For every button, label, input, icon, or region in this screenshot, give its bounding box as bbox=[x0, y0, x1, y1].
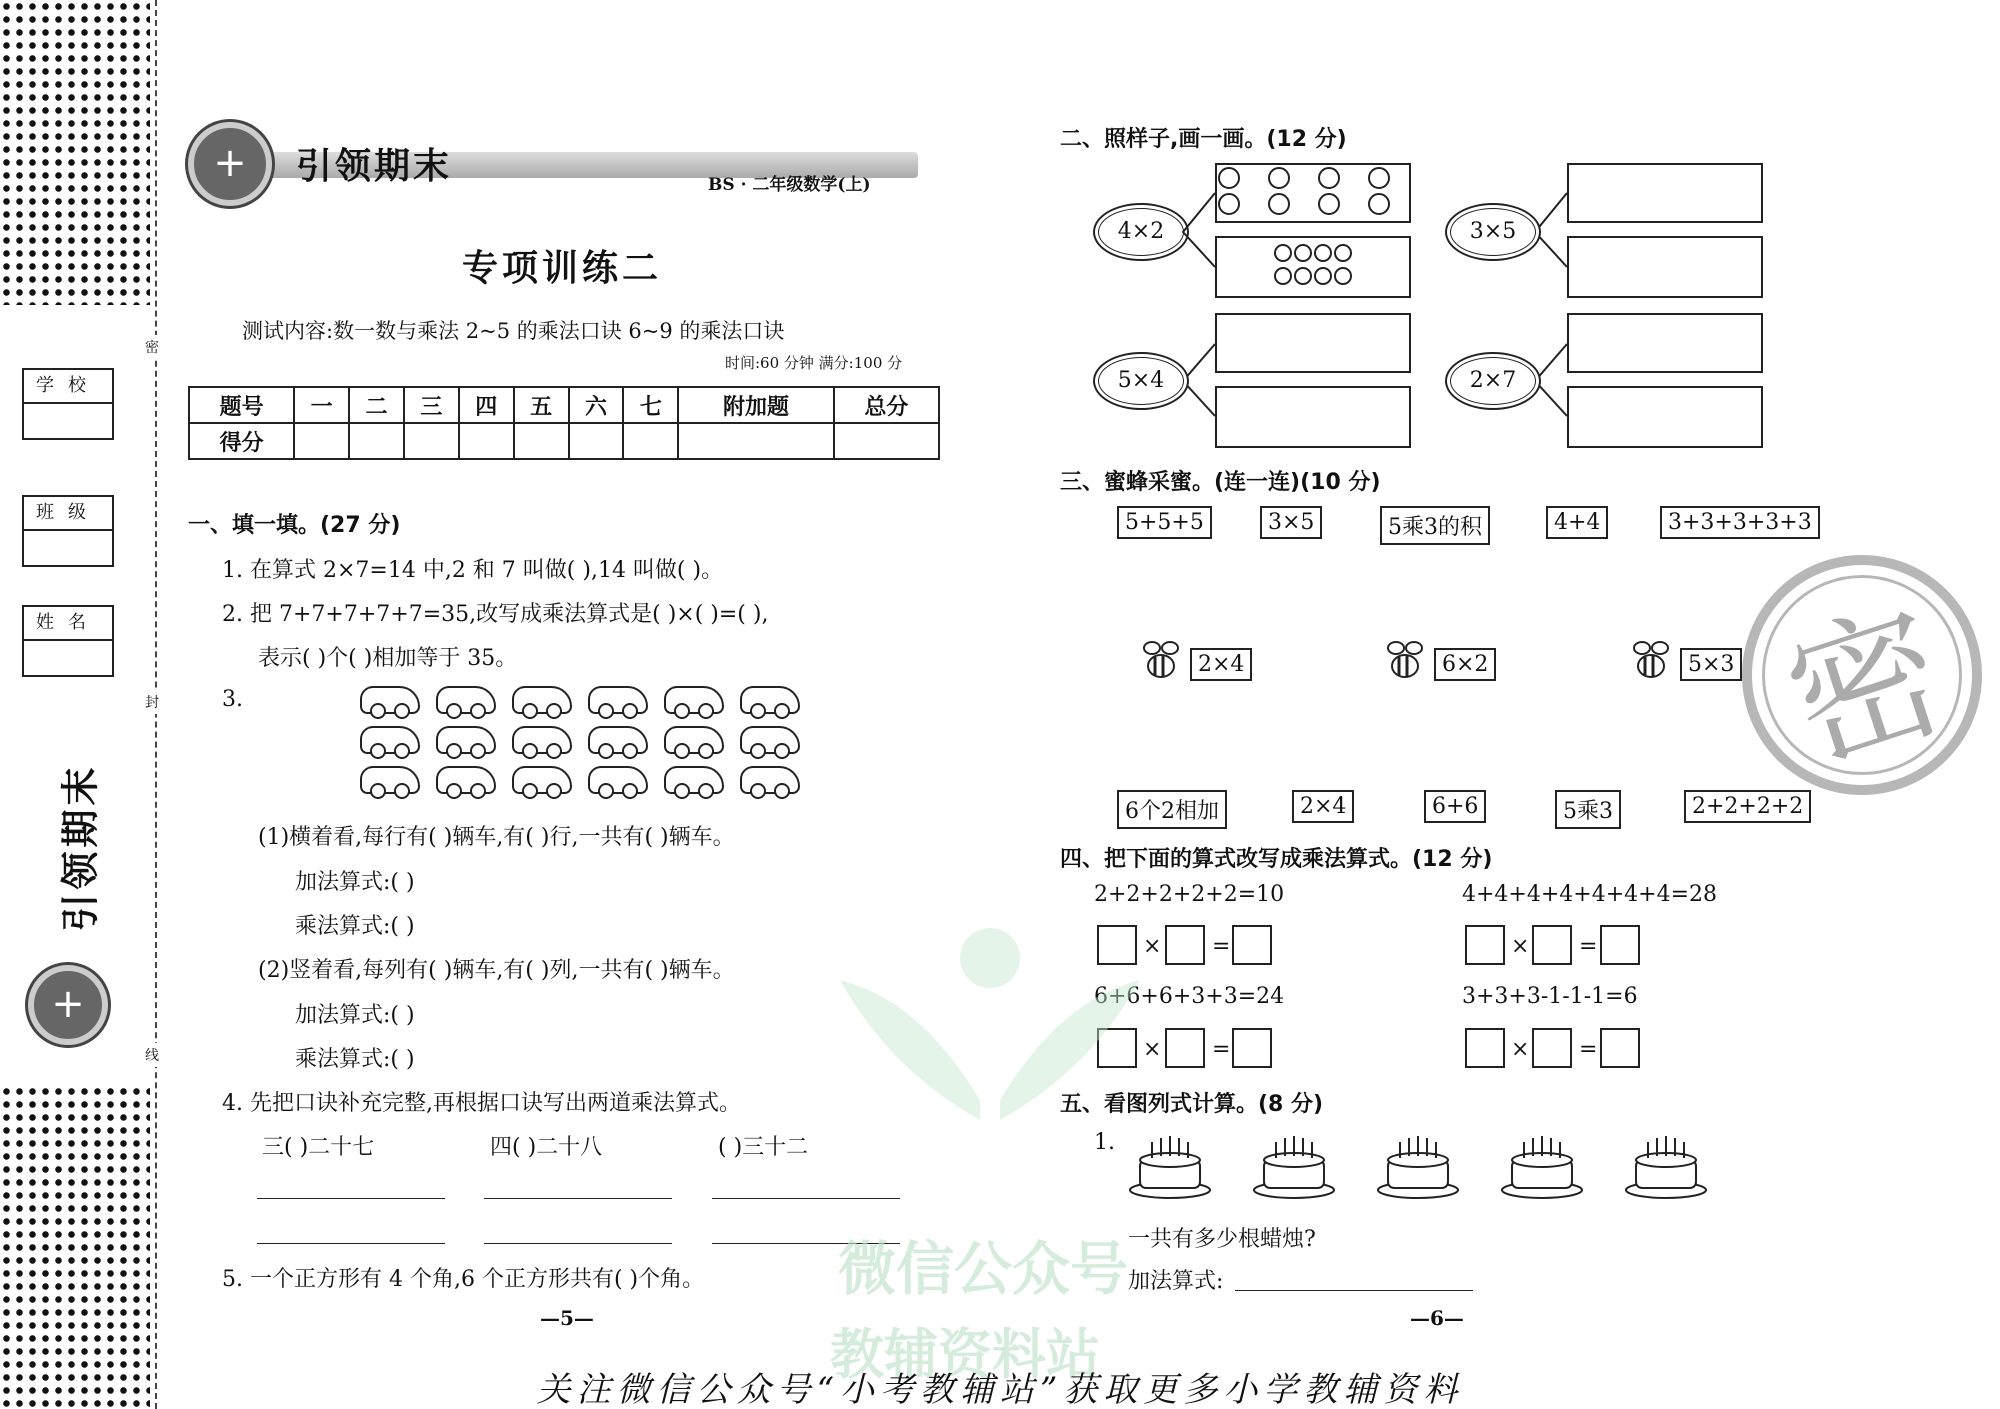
score-header-cell: 六 bbox=[569, 387, 624, 423]
bee-box[interactable]: 5×3 bbox=[1680, 648, 1742, 681]
answer-box[interactable] bbox=[1465, 1028, 1505, 1068]
name-label: 姓名 bbox=[24, 607, 112, 641]
question-3: 3. bbox=[222, 687, 243, 712]
question-3-1-addition: 加法算式:( ) bbox=[295, 870, 415, 895]
car-icon bbox=[512, 766, 572, 794]
drawing-box[interactable] bbox=[1215, 386, 1411, 448]
drawing-box[interactable] bbox=[1215, 313, 1411, 373]
score-header-cell: 一 bbox=[294, 387, 349, 423]
car-icon bbox=[588, 726, 648, 754]
car-icon bbox=[512, 686, 572, 714]
score-header-cell: 附加题 bbox=[678, 387, 833, 423]
question-3-1-multiplication: 乘法算式:( ) bbox=[295, 914, 415, 939]
page-number-left: —5— bbox=[540, 1306, 594, 1330]
flower-2x7: 2×7 bbox=[1445, 352, 1541, 410]
question-1: 1. 在算式 2×7=14 中,2 和 7 叫做( ),14 叫做( )。 bbox=[222, 558, 724, 583]
equation-2: 4+4+4+4+4+4+4=28 bbox=[1462, 882, 1718, 907]
answer-box[interactable] bbox=[1600, 925, 1640, 965]
flower-box[interactable]: 5乘3 bbox=[1555, 790, 1621, 829]
question-4: 4. 先把口诀补充完整,再根据口诀写出两道乘法算式。 bbox=[222, 1091, 741, 1116]
bee-box[interactable]: 2×4 bbox=[1190, 648, 1252, 681]
watermark-line-1: 微信公众号 bbox=[838, 1235, 1129, 1303]
cake-icon bbox=[1624, 1130, 1708, 1200]
bee-icon bbox=[1382, 638, 1428, 684]
question-3-2-multiplication: 乘法算式:( ) bbox=[295, 1047, 415, 1072]
question-5-prompt: 一共有多少根蜡烛? bbox=[1128, 1227, 1316, 1252]
car-icon bbox=[740, 686, 800, 714]
section-2-heading: 二、照样子,画一画。(12 分) bbox=[1060, 127, 1347, 152]
name-field[interactable] bbox=[22, 605, 114, 677]
times-sign: × bbox=[1511, 1037, 1530, 1062]
cars-grid bbox=[360, 686, 810, 806]
question-3-1: (1)横着看,每行有( )辆车,有( )行,一共有( )辆车。 bbox=[258, 825, 735, 850]
times-sign: × bbox=[1143, 934, 1162, 959]
flower-box[interactable]: 3+3+3+3+3 bbox=[1660, 506, 1820, 539]
question-4-item-1: 三( )二十七 bbox=[262, 1135, 375, 1160]
answer-line[interactable] bbox=[712, 1198, 900, 1199]
car-icon bbox=[664, 686, 724, 714]
question-3-2-addition: 加法算式:( ) bbox=[295, 1003, 415, 1028]
answer-line[interactable] bbox=[1235, 1290, 1473, 1291]
car-icon bbox=[740, 766, 800, 794]
sidebar-gear-icon bbox=[28, 965, 108, 1045]
flower-box[interactable]: 6+6 bbox=[1424, 790, 1486, 823]
flower-box[interactable]: 2+2+2+2 bbox=[1684, 790, 1811, 823]
car-icon bbox=[360, 766, 420, 794]
cake-icon bbox=[1500, 1130, 1584, 1200]
section-1-heading: 一、填一填。(27 分) bbox=[188, 513, 401, 538]
dot-pattern-bottom bbox=[0, 1085, 150, 1409]
flower-box[interactable]: 5乘3的积 bbox=[1380, 506, 1490, 545]
question-2b: 表示( )个( )相加等于 35。 bbox=[258, 646, 518, 671]
bee-icon bbox=[1628, 638, 1674, 684]
cake-icon bbox=[1252, 1130, 1336, 1200]
equals-sign: = bbox=[1579, 934, 1598, 959]
seal-char-feng: 封 bbox=[145, 690, 159, 714]
watermark-logo bbox=[830, 920, 1150, 1120]
sidebar-logo-text: 引领期末 bbox=[58, 763, 103, 932]
banner-logo-text: 引领期末 bbox=[296, 146, 453, 187]
score-row-label: 得分 bbox=[189, 423, 294, 459]
equation-1: 2+2+2+2+2=10 bbox=[1094, 882, 1285, 907]
flower-box[interactable]: 4+4 bbox=[1546, 506, 1608, 539]
answer-box[interactable] bbox=[1232, 925, 1272, 965]
flower-box[interactable]: 3×5 bbox=[1260, 506, 1322, 539]
class-field[interactable] bbox=[22, 495, 114, 567]
answer-box[interactable] bbox=[1165, 925, 1205, 965]
answer-line[interactable] bbox=[257, 1198, 445, 1199]
car-icon bbox=[436, 766, 496, 794]
drawing-box[interactable] bbox=[1567, 236, 1763, 298]
flower-box[interactable]: 2×4 bbox=[1292, 790, 1354, 823]
question-3-2: (2)竖着看,每列有( )辆车,有( )列,一共有( )辆车。 bbox=[258, 958, 735, 983]
cake-icon bbox=[1128, 1130, 1212, 1200]
car-icon bbox=[664, 766, 724, 794]
sidebar-logo bbox=[20, 740, 130, 940]
seal-stamp bbox=[1742, 555, 1982, 795]
score-header-cell: 总分 bbox=[834, 387, 939, 423]
answer-box[interactable] bbox=[1532, 925, 1572, 965]
car-icon bbox=[588, 766, 648, 794]
question-5-addition-label: 加法算式: bbox=[1128, 1269, 1224, 1294]
seal-char-mi: 密 bbox=[145, 335, 159, 359]
flower-5x4: 5×4 bbox=[1093, 352, 1189, 410]
series-label: BS · 二年级数学(上) bbox=[708, 175, 871, 195]
bee-box[interactable]: 6×2 bbox=[1434, 648, 1496, 681]
section-4-heading: 四、把下面的算式改写成乘法算式。(12 分) bbox=[1060, 847, 1493, 872]
drawing-box[interactable] bbox=[1567, 386, 1763, 448]
score-header-cell: 二 bbox=[349, 387, 404, 423]
flower-box[interactable]: 5+5+5 bbox=[1117, 506, 1212, 539]
question-4-item-3: ( )三十二 bbox=[718, 1135, 809, 1160]
score-header-cell: 五 bbox=[514, 387, 569, 423]
times-sign: × bbox=[1143, 1037, 1162, 1062]
test-content: 测试内容:数一数与乘法 2~5 的乘法口诀 6~9 的乘法口诀 bbox=[242, 319, 785, 343]
equation-4: 3+3+3-1-1-1=6 bbox=[1462, 984, 1638, 1009]
question-5: 5. 一个正方形有 4 个角,6 个正方形共有( )个角。 bbox=[222, 1267, 705, 1292]
score-header-cell: 题号 bbox=[189, 387, 294, 423]
answer-line[interactable] bbox=[257, 1243, 445, 1244]
question-2a: 2. 把 7+7+7+7+7=35,改写成乘法算式是( )×( )=( ), bbox=[222, 602, 769, 627]
cake-icon bbox=[1376, 1130, 1460, 1200]
car-icon bbox=[664, 726, 724, 754]
answer-box[interactable] bbox=[1465, 925, 1505, 965]
car-icon bbox=[360, 686, 420, 714]
bee-icon bbox=[1138, 638, 1184, 684]
equals-sign: = bbox=[1212, 1037, 1231, 1062]
car-icon bbox=[360, 726, 420, 754]
question-4-item-2: 四( )二十八 bbox=[490, 1135, 603, 1160]
drawing-box[interactable] bbox=[1567, 313, 1763, 373]
answer-box[interactable] bbox=[1600, 1028, 1640, 1068]
answer-box[interactable] bbox=[1165, 1028, 1205, 1068]
seal-stamp-char: 密 bbox=[1768, 582, 1965, 795]
page-number-right: —6— bbox=[1410, 1306, 1464, 1330]
car-icon bbox=[436, 686, 496, 714]
time-info: 时间:60 分钟 满分:100 分 bbox=[725, 354, 903, 372]
page-title: 专项训练二 bbox=[462, 247, 663, 289]
score-header-cell: 三 bbox=[404, 387, 459, 423]
seal-char-xian: 线 bbox=[145, 1043, 159, 1067]
times-sign: × bbox=[1511, 934, 1530, 959]
equation-3: 6+6+6+3+3=24 bbox=[1094, 984, 1285, 1009]
flower-3x5: 3×5 bbox=[1445, 203, 1541, 261]
car-icon bbox=[588, 686, 648, 714]
answer-line[interactable] bbox=[484, 1198, 672, 1199]
answer-box[interactable] bbox=[1532, 1028, 1572, 1068]
car-icon bbox=[740, 726, 800, 754]
school-label: 学校 bbox=[24, 370, 112, 404]
answer-box[interactable] bbox=[1232, 1028, 1272, 1068]
score-header-cell: 七 bbox=[623, 387, 678, 423]
footer-promo: 关注微信公众号“小考教辅站”获取更多小学教辅资料 bbox=[536, 1370, 1464, 1409]
watermark-line-2: 教辅资料站 bbox=[830, 1323, 1100, 1386]
car-icon bbox=[512, 726, 572, 754]
car-icon bbox=[436, 726, 496, 754]
answer-line[interactable] bbox=[484, 1243, 672, 1244]
equals-sign: = bbox=[1579, 1037, 1598, 1062]
flower-4x2: 4×2 bbox=[1093, 203, 1189, 261]
flower-box[interactable]: 6个2相加 bbox=[1117, 790, 1227, 829]
drawing-box[interactable] bbox=[1567, 163, 1763, 223]
equals-sign: = bbox=[1212, 934, 1231, 959]
section-5-heading: 五、看图列式计算。(8 分) bbox=[1060, 1092, 1324, 1117]
question-5-number: 1. bbox=[1094, 1130, 1115, 1155]
score-header-cell: 四 bbox=[459, 387, 514, 423]
section-3-heading: 三、蜜蜂采蜜。(连一连)(10 分) bbox=[1060, 470, 1381, 495]
class-label: 班级 bbox=[24, 497, 112, 531]
